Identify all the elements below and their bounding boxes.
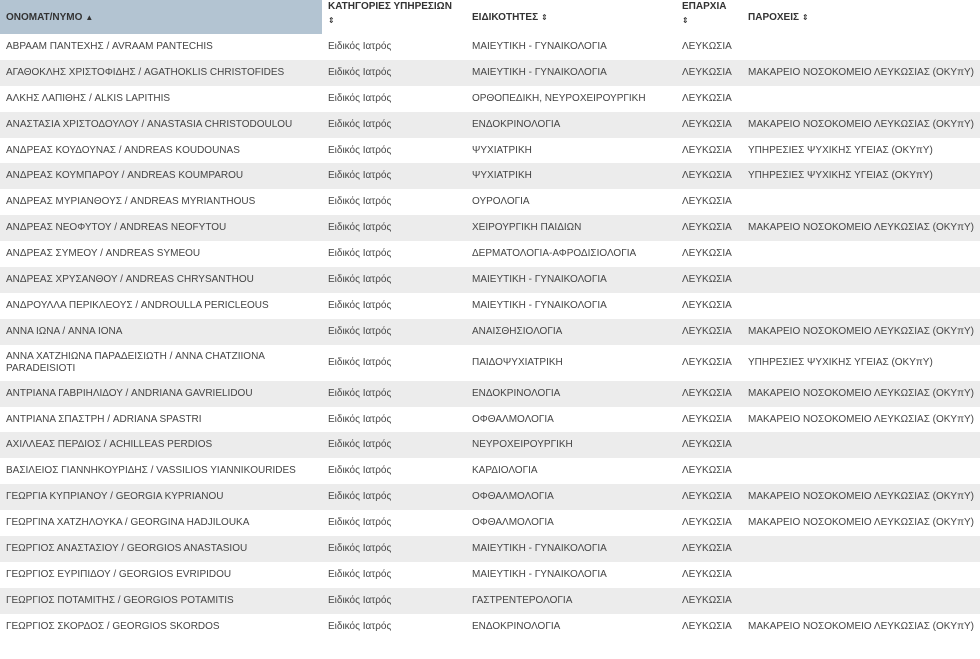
table-row[interactable] [0,267,980,293]
cell-specialty: ΚΑΡΔΙΟΛΟΓΙΑ [472,465,538,477]
cell-provider: ΜΑΚΑΡΕΙΟ ΝΟΣΟΚΟΜΕΙΟ ΛΕΥΚΩΣΙΑΣ (ΟΚΥπΥ) [742,215,980,241]
cell-service-category: Ειδικός Ιατρός [322,588,466,614]
cell-name: ΑΝΔΡΕΑΣ ΣΥΜΕΟΥ / ANDREAS SYMEOU [6,248,201,260]
cell-service-category: Ειδικός Ιατρός [328,92,392,104]
cell-specialty: ΕΝΔΟΚΡΙΝΟΛΟΓΙΑ [472,620,561,632]
cell-provider [742,293,980,319]
cell-name: ΑΝΔΡΟΥΛΛΑ ΠΕΡΙΚΛΕΟΥΣ / ANDROULLA PERICLEOUS [6,299,269,311]
table-header-row [0,0,980,34]
cell-district: ΛΕΥΚΩΣΙΑ [676,588,742,614]
cell-service-category: Ειδικός Ιατρός [322,112,466,138]
cell-service-category: Ειδικός Ιατρός [328,248,392,260]
table-row[interactable] [0,484,980,510]
cell-name: ΓΕΩΡΓΙΟΣ ΕΥΡΙΠΙΔΟΥ / GEORGIOS EVRIPIDOU [6,568,232,580]
sort-ascending-icon[interactable]: ▲ [85,12,94,22]
cell-service-category: Ειδικός Ιατρός [328,413,392,425]
cell-service-category: Ειδικός Ιατρός [322,484,466,510]
cell-district: ΛΕΥΚΩΣΙΑ [676,536,742,562]
table-row[interactable] [0,112,980,138]
table-row[interactable] [0,189,980,215]
table-row[interactable] [0,432,980,458]
table-row[interactable] [0,138,980,164]
cell-specialty: ΠΑΙΔΟΨΥΧΙΑΤΡΙΚΗ [472,356,563,368]
cell-specialty: ΟΦΘΑΛΜΟΛΟΓΙΑ [472,517,554,529]
cell-service-category: Ειδικός Ιατρός [328,40,392,52]
cell-specialty: ΜΑΙΕΥΤΙΚΗ - ΓΥΝΑΙΚΟΛΟΓΙΑ [466,536,676,562]
table-row[interactable] [0,241,980,267]
cell-service-category: Ειδικός Ιατρός [322,319,466,345]
cell-provider: ΜΑΚΑΡΕΙΟ ΝΟΣΟΚΟΜΕΙΟ ΛΕΥΚΩΣΙΑΣ (ΟΚΥπΥ) [742,381,980,407]
table-row[interactable] [0,536,980,562]
cell-specialty: ΜΑΙΕΥΤΙΚΗ - ΓΥΝΑΙΚΟΛΟΓΙΑ [472,40,607,52]
cell-provider [742,241,980,267]
column-header-district-label: ΕΠΑΡΧΙΑ [682,1,727,12]
cell-name: ΑΝΔΡΕΑΣ ΚΟΥΔΟΥΝΑΣ / ANDREAS KOUDOUNAS [6,144,240,156]
column-header-providers-label: ΠΑΡΟΧΕΙΣ [748,11,800,23]
table-body [0,34,980,640]
cell-specialty: ΓΑΣΤΡΕΝΤΕΡΟΛΟΓΙΑ [466,588,676,614]
cell-district: ΛΕΥΚΩΣΙΑ [676,319,742,345]
table-row[interactable] [0,614,980,640]
cell-district: ΛΕΥΚΩΣΙΑ [682,299,732,311]
cell-district: ΛΕΥΚΩΣΙΑ [682,413,732,425]
table-row[interactable] [0,562,980,588]
cell-name: ΓΕΩΡΓΙΑ ΚΥΠΡΙΑΝΟΥ / GEORGIA KYPRIANOU [0,484,322,510]
column-header-providers[interactable] [742,0,980,34]
cell-service-category: Ειδικός Ιατρός [328,620,392,632]
cell-name: ΑΝΔΡΕΑΣ ΜΥΡΙΑΝΘΟΥΣ / ANDREAS MYRIANTHOUS [6,196,256,208]
cell-service-category: Ειδικός Ιατρός [322,381,466,407]
cell-provider [742,588,980,614]
sort-toggle-icon[interactable]: ⇕ [682,16,689,25]
cell-name: ΑΝΔΡΕΑΣ ΝΕΟΦΥΤΟΥ / ANDREAS NEOFYTOU [0,215,322,241]
cell-district: ΛΕΥΚΩΣΙΑ [676,381,742,407]
cell-provider [742,458,980,484]
cell-district: ΛΕΥΚΩΣΙΑ [682,465,732,477]
cell-service-category: Ειδικός Ιατρός [328,568,392,580]
table-row[interactable] [0,60,980,86]
cell-service-category: Ειδικός Ιατρός [328,517,392,529]
cell-district: ΛΕΥΚΩΣΙΑ [682,196,732,208]
cell-service-category: Ειδικός Ιατρός [322,215,466,241]
cell-service-category: Ειδικός Ιατρός [322,163,466,189]
cell-provider [742,86,980,112]
table-row[interactable] [0,381,980,407]
cell-service-category: Ειδικός Ιατρός [328,356,392,368]
table-row[interactable] [0,34,980,60]
cell-specialty: ΑΝΑΙΣΘΗΣΙΟΛΟΓΙΑ [466,319,676,345]
table-row[interactable] [0,163,980,189]
cell-specialty: ΨΥΧΙΑΤΡΙΚΗ [466,163,676,189]
cell-district: ΛΕΥΚΩΣΙΑ [676,215,742,241]
cell-district: ΛΕΥΚΩΣΙΑ [682,356,732,368]
cell-district: ΛΕΥΚΩΣΙΑ [682,620,732,632]
cell-service-category: Ειδικός Ιατρός [328,144,392,156]
cell-specialty: ΟΦΘΑΛΜΟΛΟΓΙΑ [472,413,554,425]
table-row[interactable] [0,319,980,345]
table-row[interactable] [0,86,980,112]
cell-specialty: ΜΑΙΕΥΤΙΚΗ - ΓΥΝΑΙΚΟΛΟΓΙΑ [472,568,607,580]
cell-name: ΑΛΚΗΣ ΛΑΠΙΘΗΣ / ALKIS LAPITHIS [6,92,171,104]
cell-specialty: ΧΕΙΡΟΥΡΓΙΚΗ ΠΑΙΔΙΩΝ [466,215,676,241]
cell-name: ΑΧΙΛΛΕΑΣ ΠΕΡΔΙΟΣ / ACHILLEAS PERDIOS [0,432,322,458]
cell-name: ΓΕΩΡΓΙΟΣ ΣΚΟΡΔΟΣ / GEORGIOS SKORDOS [6,620,220,632]
cell-provider: ΜΑΚΑΡΕΙΟ ΝΟΣΟΚΟΜΕΙΟ ΛΕΥΚΩΣΙΑΣ (ΟΚΥπΥ) [742,112,980,138]
cell-provider [742,562,980,588]
cell-district: ΛΕΥΚΩΣΙΑ [676,163,742,189]
column-header-name[interactable] [0,0,322,34]
cell-name: ΑΒΡΑΑΜ ΠΑΝΤΕΧΗΣ / AVRAAM PANTECHIS [6,40,213,52]
cell-service-category: Ειδικός Ιατρός [328,299,392,311]
column-header-name-label: ΟΝΟΜΑΤ/ΝΥΜΟ [6,11,83,23]
cell-name: ΓΕΩΡΓΙΟΣ ΑΝΑΣΤΑΣΙΟΥ / GEORGIOS ANASTASIOU [0,536,322,562]
sort-toggle-icon[interactable]: ⇕ [541,12,548,22]
table-row[interactable] [0,510,980,536]
table-row[interactable] [0,215,980,241]
cell-specialty: ΟΡΘΟΠΕΔΙΚΗ, ΝΕΥΡΟΧΕΙΡΟΥΡΓΙΚΗ [472,92,646,104]
cell-district: ΛΕΥΚΩΣΙΑ [682,517,732,529]
cell-provider: ΜΑΚΑΡΕΙΟ ΝΟΣΟΚΟΜΕΙΟ ΛΕΥΚΩΣΙΑΣ (ΟΚΥπΥ) [742,60,980,86]
column-header-service-categories[interactable] [322,0,466,34]
cell-name: ΑΝΔΡΕΑΣ ΚΟΥΜΠΑΡΟΥ / ANDREAS KOUMPAROU [0,163,322,189]
cell-provider: ΥΠΗΡΕΣΙΕΣ ΨΥΧΙΚΗΣ ΥΓΕΙΑΣ (ΟΚΥπΥ) [748,356,933,368]
cell-district: ΛΕΥΚΩΣΙΑ [682,92,732,104]
cell-name: ΑΝΑΣΤΑΣΙΑ ΧΡΙΣΤΟΔΟΥΛΟΥ / ANASTASIA CHRISTODOULOU [0,112,322,138]
table-row[interactable] [0,293,980,319]
cell-provider: ΥΠΗΡΕΣΙΕΣ ΨΥΧΙΚΗΣ ΥΓΕΙΑΣ (ΟΚΥπΥ) [748,144,933,156]
cell-specialty: ΕΝΔΟΚΡΙΝΟΛΟΓΙΑ [466,381,676,407]
cell-district: ΛΕΥΚΩΣΙΑ [676,432,742,458]
cell-specialty: ΟΦΘΑΛΜΟΛΟΓΙΑ [466,484,676,510]
cell-name: ΑΝΤΡΙΑΝΑ ΓΑΒΡΙΗΛΙΔΟΥ / ANDRIANA GAVRIELIDOU [0,381,322,407]
cell-provider: ΜΑΚΑΡΕΙΟ ΝΟΣΟΚΟΜΕΙΟ ΛΕΥΚΩΣΙΑΣ (ΟΚΥπΥ) [742,319,980,345]
table-row[interactable] [0,458,980,484]
cell-specialty: ΟΥΡΟΛΟΓΙΑ [472,196,530,208]
cell-specialty: ΜΑΙΕΥΤΙΚΗ - ΓΥΝΑΙΚΟΛΟΓΙΑ [466,267,676,293]
cell-district: ΛΕΥΚΩΣΙΑ [682,40,732,52]
cell-specialty: ΜΑΙΕΥΤΙΚΗ - ΓΥΝΑΙΚΟΛΟΓΙΑ [466,60,676,86]
cell-district: ΛΕΥΚΩΣΙΑ [676,60,742,86]
cell-name: ΓΕΩΡΓΙΟΣ ΠΟΤΑΜΙΤΗΣ / GEORGIOS POTAMITIS [0,588,322,614]
table-row[interactable] [0,588,980,614]
cell-provider: ΜΑΚΑΡΕΙΟ ΝΟΣΟΚΟΜΕΙΟ ΛΕΥΚΩΣΙΑΣ (ΟΚΥπΥ) [748,413,975,425]
cell-district: ΛΕΥΚΩΣΙΑ [682,144,732,156]
cell-service-category: Ειδικός Ιατρός [328,196,392,208]
cell-district: ΛΕΥΚΩΣΙΑ [682,248,732,260]
cell-provider [742,34,980,60]
cell-district: ΛΕΥΚΩΣΙΑ [682,568,732,580]
cell-provider: ΜΑΚΑΡΕΙΟ ΝΟΣΟΚΟΜΕΙΟ ΛΕΥΚΩΣΙΑΣ (ΟΚΥπΥ) [742,484,980,510]
column-header-district[interactable] [676,0,742,34]
column-header-service-categories-label: ΚΑΤΗΓΟΡΙΕΣ ΥΠΗΡΕΣΙΩΝ [328,1,452,12]
column-header-specialties-label: ΕΙΔΙΚΟΤΗΤΕΣ [472,11,539,23]
cell-service-category: Ειδικός Ιατρός [322,432,466,458]
sort-toggle-icon[interactable]: ⇕ [802,12,809,22]
cell-provider [742,267,980,293]
cell-name: ΑΝΤΡΙΑΝΑ ΣΠΑΣΤΡΗ / ADRIANA SPASTRI [6,413,202,425]
cell-service-category: Ειδικός Ιατρός [322,536,466,562]
cell-specialty: ΝΕΥΡΟΧΕΙΡΟΥΡΓΙΚΗ [466,432,676,458]
cell-provider: ΜΑΚΑΡΕΙΟ ΝΟΣΟΚΟΜΕΙΟ ΛΕΥΚΩΣΙΑΣ (ΟΚΥπΥ) [748,620,975,632]
cell-provider [742,189,980,215]
cell-provider: ΜΑΚΑΡΕΙΟ ΝΟΣΟΚΟΜΕΙΟ ΛΕΥΚΩΣΙΑΣ (ΟΚΥπΥ) [748,517,975,529]
cell-district: ΛΕΥΚΩΣΙΑ [676,112,742,138]
sort-toggle-icon[interactable]: ⇕ [328,16,335,25]
cell-name: ΑΝΝΑ ΧΑΤΖΗΙΩΝΑ ΠΑΡΑΔΕΙΣΙΩΤΗ / ANNA CHATZIIONA PARADEISIOTI [6,350,265,374]
cell-name: ΒΑΣΙΛΕΙΟΣ ΓΙΑΝΝΗΚΟΥΡΙΔΗΣ / VASSILIOS YIANNIKOURIDES [6,465,296,477]
cell-provider [742,536,980,562]
cell-specialty: ΜΑΙΕΥΤΙΚΗ - ΓΥΝΑΙΚΟΛΟΓΙΑ [472,299,607,311]
cell-service-category: Ειδικός Ιατρός [322,267,466,293]
column-header-specialties[interactable] [466,0,676,34]
cell-specialty: ΨΥΧΙΑΤΡΙΚΗ [472,144,532,156]
table-row[interactable] [0,407,980,433]
cell-name: ΑΝΝΑ ΙΩΝΑ / ANNA IONA [0,319,322,345]
cell-name: ΑΝΔΡΕΑΣ ΧΡΥΣΑΝΘΟΥ / ANDREAS CHRYSANTHOU [0,267,322,293]
cell-name: ΓΕΩΡΓΙΝΑ ΧΑΤΖΗΛΟΥΚΑ / GEORGINA HADJILOUKA [6,517,250,529]
cell-specialty: ΕΝΔΟΚΡΙΝΟΛΟΓΙΑ [466,112,676,138]
cell-name: ΑΓΑΘΟΚΛΗΣ ΧΡΙΣΤΟΦΙΔΗΣ / AGATHOKLIS CHRISTOFIDES [0,60,322,86]
cell-district: ΛΕΥΚΩΣΙΑ [676,267,742,293]
table-row[interactable] [0,345,980,381]
cell-service-category: Ειδικός Ιατρός [322,60,466,86]
cell-specialty: ΔΕΡΜΑΤΟΛΟΓΙΑ-ΑΦΡΟΔΙΣΙΟΛΟΓΙΑ [472,248,637,260]
cell-service-category: Ειδικός Ιατρός [328,465,392,477]
cell-provider [742,432,980,458]
cell-district: ΛΕΥΚΩΣΙΑ [676,484,742,510]
cell-provider: ΥΠΗΡΕΣΙΕΣ ΨΥΧΙΚΗΣ ΥΓΕΙΑΣ (ΟΚΥπΥ) [742,163,980,189]
